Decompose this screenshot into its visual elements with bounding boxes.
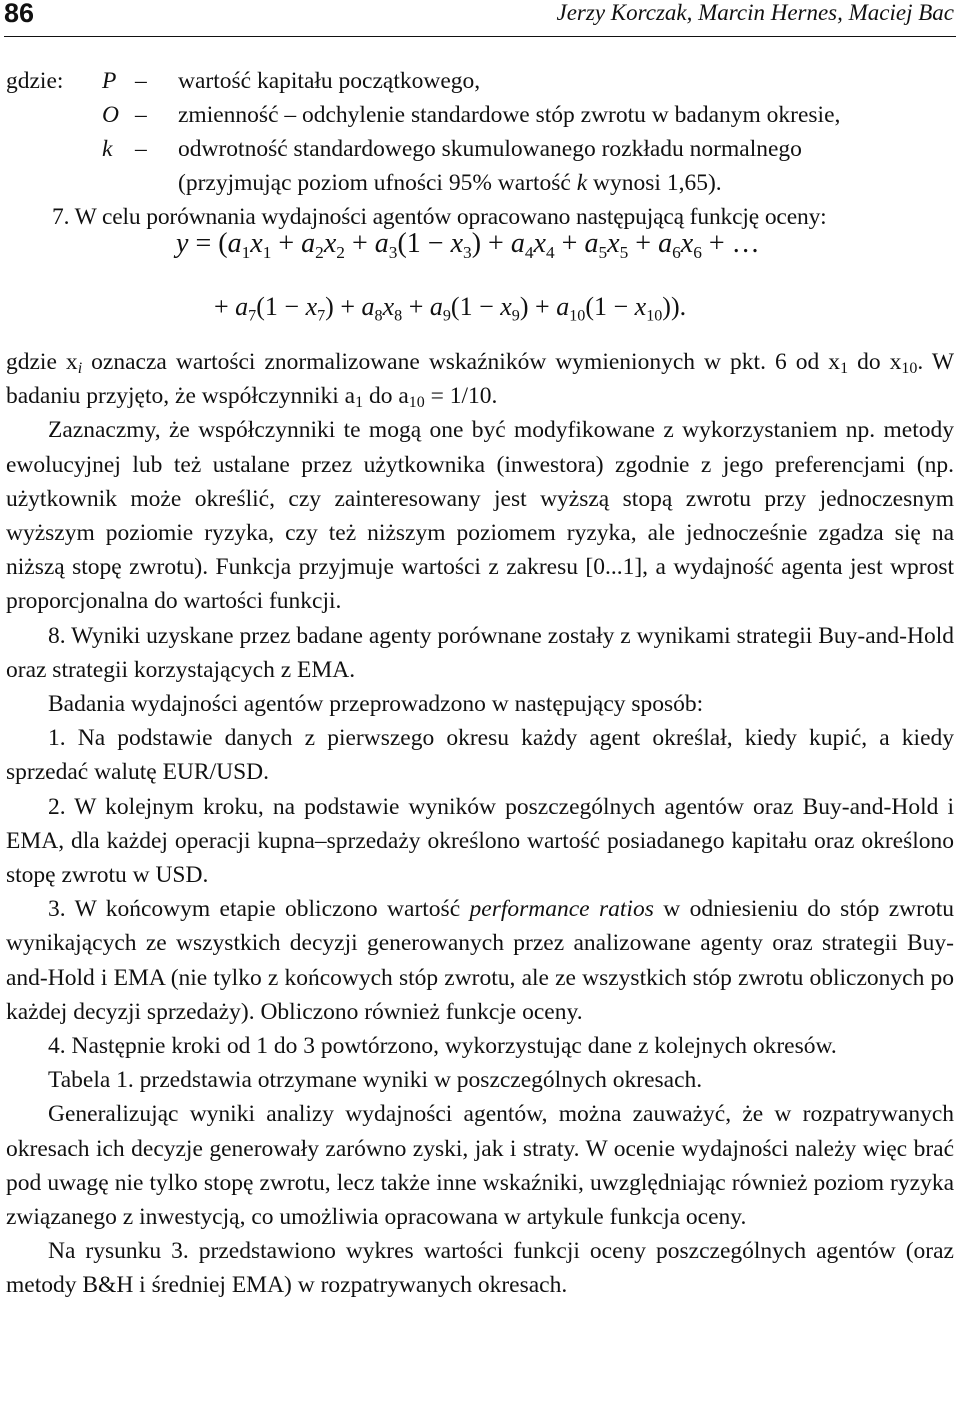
definition-text: wartość kapitału początkowego, <box>178 68 481 94</box>
definition-dash: – <box>135 136 147 162</box>
definition-row <box>6 132 956 166</box>
header-authors: Jerzy Korczak, Marcin Hernes, Maciej Bac <box>556 0 954 25</box>
formula-line-1: $y = (a_1x_1 + a_2x_2 + a_3(1 - x_3) + a_4x_4 + a_5x_5 + a_6x_6$ + … <box>176 228 760 263</box>
definition-text: zmienność – odchylenie standardowe stóp zwrotu w badanym okresie, <box>178 102 841 128</box>
paragraph: 4. Następnie kroki od 1 do 3 powtórzono, wykorzystując dane z kolejnych okresów. <box>48 1033 837 1060</box>
page-number: 86 <box>4 0 35 28</box>
paragraph: 8. Wyniki uzyskane przez badane agenty porównane zostały z wynikami strategii Buy-and-Hold oraz strategii korzystających z EMA. <box>6 622 954 683</box>
formula-line-2: + $a_7(1 - x_7) + a_8x_8 + a_9(1 - x_9) + a_{10}(1 - x_{10})$). <box>214 292 687 325</box>
definition-symbol: k <box>102 136 113 162</box>
paragraph: Zaznaczmy, że współczynniki te mogą one być modyfikowane z wykorzystaniem np. metody ewolucyjnej lub też ustalane przez użytkownika (inwestora) zgodnie z jego preferencjami (np. użytkownik może określić, czy zainteresowany jest wyższą stopą zwrotu przy jednoczesnym wyższym poziomie ryzyka, czy też niższym poziomem ryzyka, ale jednocześnie zgadza się na niższą stopę zwrotu). Funkcja przyjmuje wartości z zakresu [0...1], a wydajność agenta jest wprost proporcjonalna do wartości funkcji. <box>6 417 954 615</box>
body-text <box>6 345 954 1303</box>
paragraph-xi-definition: gdzie $x_i$ oznacza wartości znormalizowane wskaźników wymienionych w pkt. 6 od $x_1$ do $x_{10}$. W badaniu przyjęto, że współczynniki $a_1$ do $a_{10} = 1/10$. <box>6 349 955 412</box>
definition-symbol: P <box>102 68 117 94</box>
definition-text: odwrotność standardowego skumulowanego rozkładu normalnego <box>178 136 802 162</box>
section-7-text: 7. W celu porównania wydajności agentów opracowano następującą funkcję oceny: <box>52 204 827 230</box>
paragraph: Tabela 1. przedstawia otrzymane wyniki w poszczególnych okresach. <box>48 1067 703 1094</box>
definition-dash: – <box>135 68 147 94</box>
definition-row <box>6 64 956 98</box>
definition-dash: – <box>135 102 147 128</box>
paragraph: Badania wydajności agentów przeprowadzono w następujący sposób: <box>48 691 704 718</box>
definition-row <box>6 98 956 132</box>
definitions-label: gdzie: <box>6 68 64 94</box>
definition-symbol: O <box>102 102 119 128</box>
paragraph: Generalizując wyniki analizy wydajności agentów, można zauważyć, że w rozpatrywanych okresach ich decyzje generowały zarówno zyski, jak i straty. W ocenie wydajności należy więc brać pod uwagę nie tylko stopę zwrotu, lecz także inne wskaźniki, uwzględniając również poziom ryzyka związanego z inwestycją, co umożliwia opracowana w artykule funkcja oceny. <box>6 1101 954 1231</box>
running-header <box>4 0 956 37</box>
definition-text-continuation: (przyjmując poziom ufności 95% wartość k wynosi 1,65). <box>178 170 722 196</box>
paragraph: 1. Na podstawie danych z pierwszego okresu każdy agent określał, kiedy kupić, a kiedy sprzedać walutę EUR/USD. <box>6 725 954 786</box>
paragraph: 2. W kolejnym kroku, na podstawie wyników poszczególnych agentów oraz Buy-and-Hold i EMA, dla każdej operacji kupna–sprzedaży określono wartość posiadanego kapitału oraz określono stopę zwrotu w USD. <box>6 793 954 889</box>
paragraph: 3. W końcowym etapie obliczono wartość performance ratios w odniesieniu do stóp zwrotu wynikających ze wszystkich decyzji generowanych przez analizowane agenty oraz strategii Buy-and-Hold i EMA (nie tylko z końcowych stóp zwrotu, ale ze wszystkich stóp zwrotu obliczonych po każdej decyzji sprzedaży). Obliczono również funkcje oceny. <box>6 896 954 1025</box>
definition-continuation <box>6 166 956 200</box>
definitions-list <box>6 64 956 200</box>
paragraph: Na rysunku 3. przedstawiono wykres wartości funkcji oceny poszczególnych agentów (oraz metody B&H i średniej EMA) w rozpatrywanych okresach. <box>6 1238 954 1299</box>
